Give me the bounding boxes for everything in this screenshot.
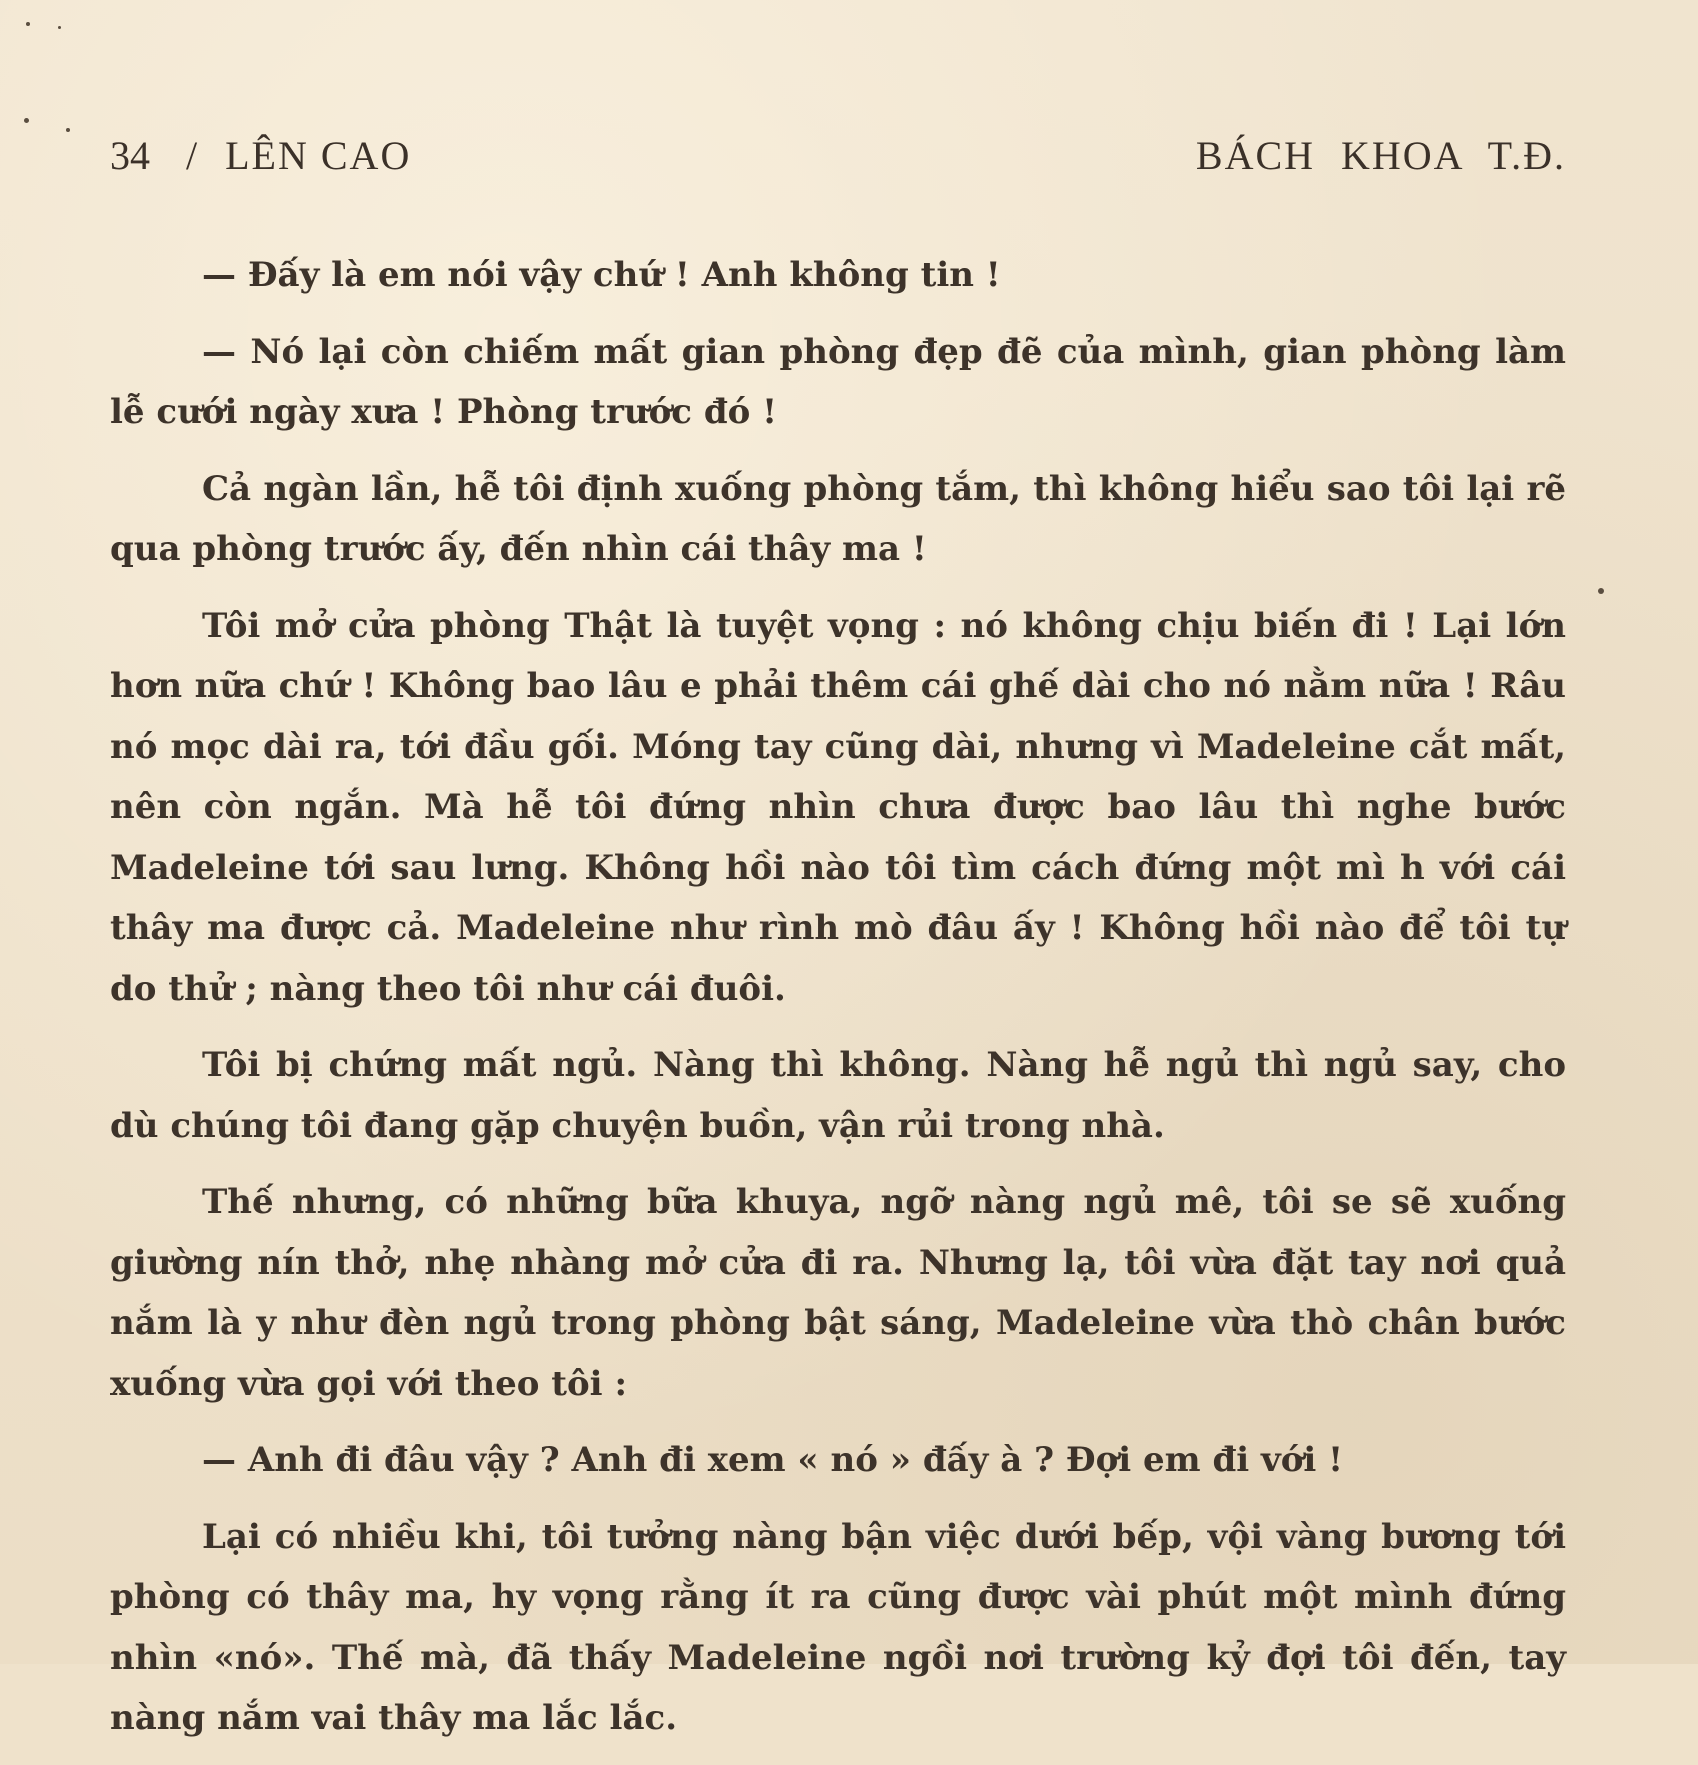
running-header <box>110 132 1566 192</box>
paragraph: Tôi mở cửa phòng Thật là tuyệt vọng : nó không chịu biến đi ! Lại lớn hơn nữa chứ ! Không bao lâu e phải thêm cái ghế dài cho nó nằm nữa ! Râu nó mọc dài ra, tới đầu gối. Móng tay cũng dài, nhưng vì Madeleine cắt mất, nên còn ngắn. Mà hễ tôi đứng nhìn chưa được bao lâu thì nghe bước Madeleine tới sau lưng. Không hồi nào tôi tìm cách đứng một mì h với cái thây ma được cả. Madeleine như rình mò đâu ấy ! Không hồi nào để tôi tự do thử ; nàng theo tôi như cái đuôi. <box>110 605 1566 1009</box>
paragraph: — Đấy là em nói vậy chứ ! Anh không tin ! <box>202 255 1001 295</box>
ink-speck <box>58 26 61 29</box>
page-number: 34 <box>110 133 150 178</box>
paragraph: Cả ngàn lần, hễ tôi định xuống phòng tắm, thì không hiểu sao tôi lại rẽ qua phòng trước ấy, đến nhìn cái thây ma ! <box>110 468 1566 569</box>
paragraph: Lại có nhiều khi, tôi tưởng nàng bận việc dưới bếp, vội vàng bương tới phòng có thây ma, hy vọng rằng ít ra cũng được vài phút một mình đứng nhìn «nó». Thế mà, đã thấy Madeleine ngồi nơi trường kỷ đợi tôi đến, tay nàng nắm vai thây ma lắc lắc. <box>110 1516 1566 1738</box>
book-title: LÊN CAO <box>225 133 412 178</box>
body-text <box>110 245 1566 1765</box>
ink-speck <box>1598 588 1604 594</box>
ink-speck <box>24 118 29 123</box>
publisher-name: BÁCH KHOA T.Đ. <box>1195 133 1566 178</box>
paragraph: — Nó lại còn chiếm mất gian phòng đẹp đẽ của mình, gian phòng làm lễ cưới ngày xưa ! Phòng trước đó ! <box>110 331 1566 432</box>
header-divider: / <box>186 133 200 178</box>
ink-speck <box>66 128 70 132</box>
paragraph: — Anh đi đâu vậy ? Anh đi xem « nó » đấy à ? Đợi em đi với ! <box>202 1440 1344 1480</box>
paragraph: Tôi bị chứng mất ngủ. Nàng thì không. Nàng hễ ngủ thì ngủ say, cho dù chúng tôi đang gặp chuyện buồn, vận rủi trong nhà. <box>110 1045 1566 1146</box>
paragraph: Thế nhưng, có những bữa khuya, ngỡ nàng ngủ mê, tôi se sẽ xuống giường nín thở, nhẹ nhàng mở cửa đi ra. Nhưng lạ, tôi vừa đặt tay nơi quả nắm là y như đèn ngủ trong phòng bật sáng, Madeleine vừa thò chân bước xuống vừa gọi với theo tôi : <box>110 1182 1566 1404</box>
ink-speck <box>26 22 30 26</box>
header-left <box>110 132 411 179</box>
